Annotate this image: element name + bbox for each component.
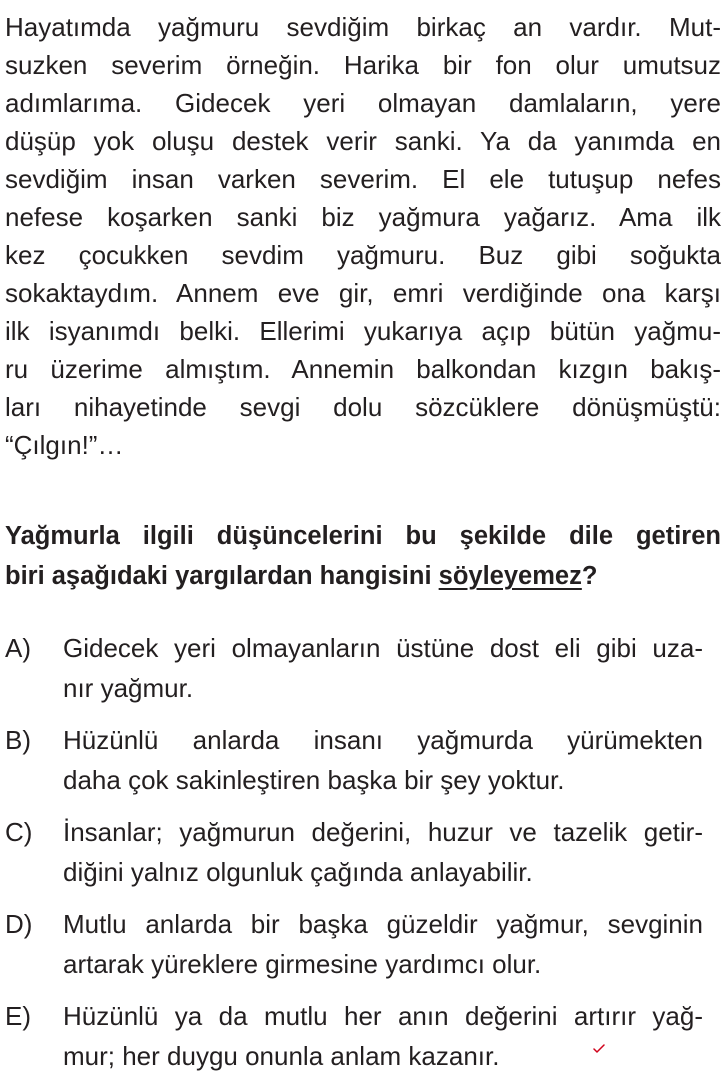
question-stem (5, 516, 721, 596)
option-line: İnsanlar; yağmurun değerini, huzur ve tazelik getir- (63, 817, 703, 847)
option-letter: B) (5, 725, 31, 755)
option-text (63, 996, 703, 1076)
option-line: nır yağmur. (63, 673, 194, 703)
option-line: artarak yüreklere girmesine yardımcı olur. (63, 949, 542, 979)
passage-line: ları nihayetinde sevgi dolu sözcüklere dönüşmüştü: (5, 392, 721, 422)
passage-line: suzken severim örneğin. Harika bir fon olur umutsuz (5, 50, 721, 80)
passage-line: nefese koşarken sanki biz yağmura yağarız. Ama ilk (5, 202, 721, 232)
passage-line: Hayatımda yağmuru sevdiğim birkaç an vardır. Mut- (5, 12, 721, 42)
option-b[interactable] (5, 720, 721, 812)
option-e[interactable] (5, 996, 721, 1088)
question-line-2-prefix: biri aşağıdaki yargılardan hangisini (5, 562, 439, 590)
option-line: Gidecek yeri olmayanların üstüne dost eli gibi uza- (63, 633, 703, 663)
passage-line: sevdiğim insan varken severim. El ele tutuşup nefes (5, 164, 721, 194)
option-line: diğini yalnız olgunluk çağında anlayabilir. (63, 857, 533, 887)
check-mark-icon (593, 1044, 605, 1054)
passage-line: düşüp yok oluşu destek verir sanki. Ya da yanımda en (5, 126, 721, 156)
option-c[interactable] (5, 812, 721, 904)
question-line-2 (5, 556, 721, 596)
option-letter: E) (5, 1001, 31, 1031)
passage-line: “Çılgın!”… (5, 430, 124, 460)
option-line: Hüzünlü ya da mutlu her anın değerini artırır yağ- (63, 1001, 703, 1031)
option-letter: C) (5, 817, 33, 847)
passage-line: kez çocukken sevdim yağmuru. Buz gibi soğukta (5, 240, 721, 270)
option-text (63, 720, 703, 800)
passage-line: ilk isyanımdı belki. Ellerimi yukarıya açıp bütün yağmu- (5, 316, 721, 346)
option-line: Mutlu anlarda bir başka güzeldir yağmur, sevginin (63, 909, 703, 939)
answer-options (5, 628, 721, 1088)
option-d[interactable] (5, 904, 721, 996)
reading-passage (5, 8, 721, 464)
option-line: daha çok sakinleştiren başka bir şey yoktur. (63, 765, 565, 795)
question-mark: ? (581, 562, 598, 590)
passage-line: ru üzerime almıştım. Annemin balkondan kızgın bakış- (5, 354, 721, 384)
option-letter: A) (5, 633, 31, 663)
option-line: mur; her duygu onunla anlam kazanır. (63, 1041, 500, 1071)
question-line-1: Yağmurla ilgili düşüncelerini bu şekilde dile getiren (5, 522, 721, 550)
option-letter: D) (5, 909, 33, 939)
option-text (63, 812, 703, 892)
option-text (63, 628, 703, 708)
option-line: Hüzünlü anlarda insanı yağmurda yürümekten (63, 725, 703, 755)
option-text (63, 904, 703, 984)
question-keyword-underlined: söyleyemez (438, 562, 582, 590)
passage-line: sokaktaydım. Annem eve gir, emri verdiğinde ona karşı (5, 278, 721, 308)
passage-line: adımlarıma. Gidecek yeri olmayan damlaların, yere (5, 88, 721, 118)
option-a[interactable] (5, 628, 721, 720)
